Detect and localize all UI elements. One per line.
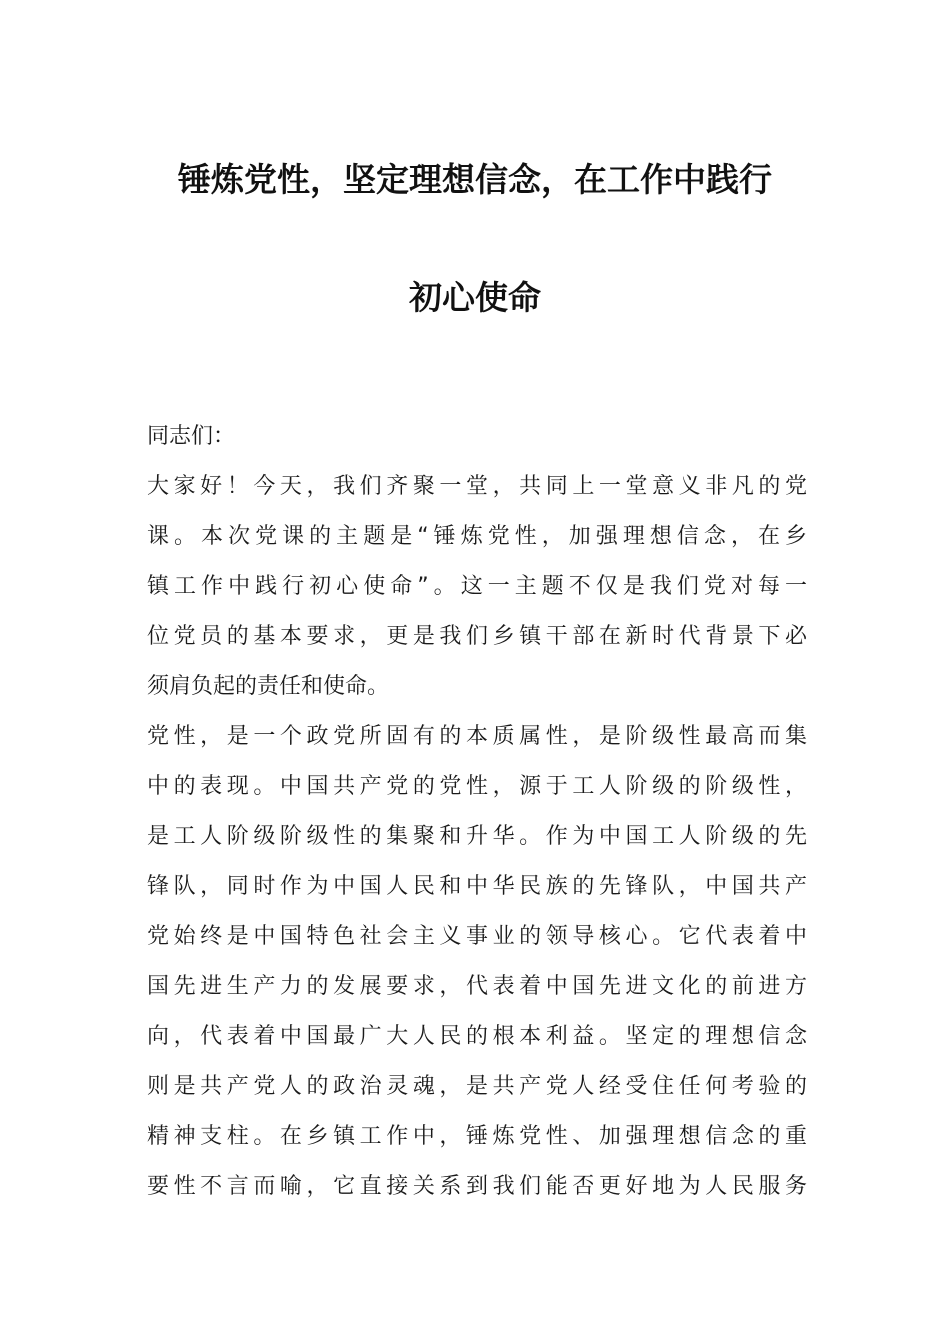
paragraph-line: 锋队，同时作为中国人民和中华民族的先锋队，中国共产 — [147, 874, 807, 899]
salutation: 同志们： — [147, 424, 236, 449]
paragraph-line: 是工人阶级阶级性的集聚和升华。作为中国工人阶级的先 — [147, 824, 807, 849]
document-body — [147, 412, 807, 1212]
paragraph-line: 须肩负起的责任和使命。 — [147, 674, 390, 699]
paragraph-line: 党性，是一个政党所固有的本质属性，是阶级性最高而集 — [147, 724, 807, 749]
paragraph-line: 中的表现。中国共产党的党性，源于工人阶级的阶级性， — [147, 774, 807, 799]
document-title-line-2: 初心使命 — [409, 278, 541, 317]
document-title-line-1: 锤炼党性，坚定理想信念，在工作中践行 — [178, 160, 772, 199]
paragraph-line: 镇工作中践行初心使命”。这一主题不仅是我们党对每一 — [147, 574, 807, 599]
paragraph-line: 大家好！今天，我们齐聚一堂，共同上一堂意义非凡的党 — [147, 474, 807, 499]
paragraph-line: 位党员的基本要求，更是我们乡镇干部在新时代背景下必 — [147, 624, 807, 649]
paragraph-line: 党始终是中国特色社会主义事业的领导核心。它代表着中 — [147, 924, 807, 949]
paragraph-line: 课。本次党课的主题是“锤炼党性，加强理想信念，在乡 — [147, 524, 807, 549]
paragraph-line: 国先进生产力的发展要求，代表着中国先进文化的前进方 — [147, 974, 807, 999]
paragraph-1 — [147, 462, 807, 712]
paragraph-line: 则是共产党人的政治灵魂，是共产党人经受住任何考验的 — [147, 1074, 807, 1099]
paragraph-2 — [147, 712, 807, 1212]
paragraph-line: 精神支柱。在乡镇工作中，锤炼党性、加强理想信念的重 — [147, 1124, 807, 1149]
paragraph-line: 要性不言而喻，它直接关系到我们能否更好地为人民服务 — [147, 1174, 807, 1199]
paragraph-line: 向，代表着中国最广大人民的根本利益。坚定的理想信念 — [147, 1024, 807, 1049]
